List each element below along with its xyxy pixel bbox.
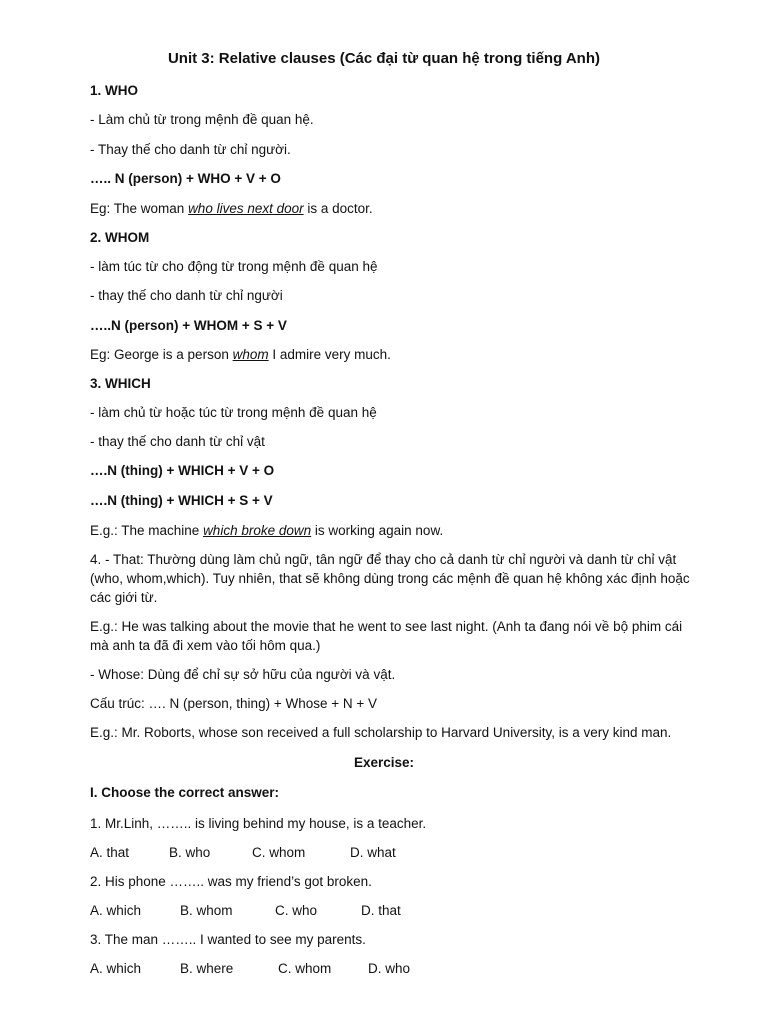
question-2: 2. His phone …….. was my friend’s got broken.: [90, 874, 372, 889]
q3-option-d: D. who: [368, 961, 411, 976]
which-formula-1: ….N (thing) + WHICH + V + O: [90, 463, 275, 478]
whom-example-underlined: whom: [232, 347, 269, 362]
that-paragraph: 4. - That: Thường dùng làm chủ ngữ, tân ngữ để thay cho cả danh từ chỉ người và danh từ chỉ vật (who, whom,which). Tuy nhiên, that sẽ không dùng trong các mệnh đề quan hệ không xác định hoặc các giới từ.: [90, 552, 690, 605]
q2-option-a: A. which: [90, 903, 142, 918]
question-3: 3. The man …….. I wanted to see my parents.: [90, 932, 366, 947]
whom-heading: 2. WHOM: [90, 230, 150, 245]
q1-option-c: C. whom: [252, 845, 306, 860]
who-heading: 1. WHO: [90, 83, 139, 98]
q1-option-a: A. that: [90, 845, 130, 860]
whose-rule: - Whose: Dùng để chỉ sự sở hữu của người và vật.: [90, 667, 396, 682]
who-example: [90, 199, 373, 218]
q1-option-d: D. what: [350, 845, 396, 860]
q2-option-b: B. whom: [180, 903, 233, 918]
whom-formula: …..N (person) + WHOM + S + V: [90, 318, 287, 333]
who-rule-1: - Làm chủ từ trong mệnh đề quan hệ.: [90, 112, 314, 127]
exercise-heading: Exercise:: [353, 755, 415, 770]
whom-rule-2: - thay thế cho danh từ chỉ người: [90, 288, 283, 303]
which-formula-2: ….N (thing) + WHICH + S + V: [90, 493, 273, 508]
q2-option-c: C. who: [275, 903, 318, 918]
that-example: E.g.: He was talking about the movie that he went to see last night. (Anh ta đang nói về bộ phim cái mà anh ta đã đi xem vào tối hôm qua.): [90, 619, 683, 653]
whose-example: E.g.: Mr. Roborts, whose son received a full scholarship to Harvard University, is a very kind man.: [90, 725, 672, 740]
whose-structure: Cấu trúc: …. N (person, thing) + Whose + N + V: [90, 696, 377, 711]
which-example-post: is working again now.: [311, 523, 444, 538]
question-1: 1. Mr.Linh, …….. is living behind my house, is a teacher.: [90, 816, 427, 831]
which-example: [90, 521, 443, 540]
which-rule-2: - thay thế cho danh từ chỉ vật: [90, 434, 265, 449]
which-example-underlined: which broke down: [203, 523, 312, 538]
whom-example-post: I admire very much.: [268, 347, 391, 362]
q3-option-c: C. whom: [278, 961, 332, 976]
whom-example: [90, 345, 391, 364]
who-formula: ….. N (person) + WHO + V + O: [90, 171, 281, 186]
who-example-pre: Eg: The woman: [90, 201, 189, 216]
which-example-pre: E.g.: The machine: [90, 523, 204, 538]
whom-rule-1: - làm túc từ cho động từ trong mệnh đề quan hệ: [90, 259, 378, 274]
who-rule-2: - Thay thế cho danh từ chỉ người.: [90, 142, 291, 157]
exercise-section-title: I. Choose the correct answer:: [90, 785, 280, 800]
whom-example-pre: Eg: George is a person: [90, 347, 233, 362]
who-example-post: is a doctor.: [303, 201, 373, 216]
which-heading: 3. WHICH: [90, 376, 151, 391]
which-rule-1: - làm chủ từ hoặc túc từ trong mệnh đề quan hệ: [90, 405, 377, 420]
q2-option-d: D. that: [361, 903, 401, 918]
who-example-underlined: who lives next door: [188, 201, 304, 216]
q3-option-a: A. which: [90, 961, 142, 976]
q1-option-b: B. who: [169, 845, 211, 860]
page-title: Unit 3: Relative clauses (Các đại từ quan hệ trong tiếng Anh): [167, 50, 601, 67]
q3-option-b: B. where: [180, 961, 234, 976]
